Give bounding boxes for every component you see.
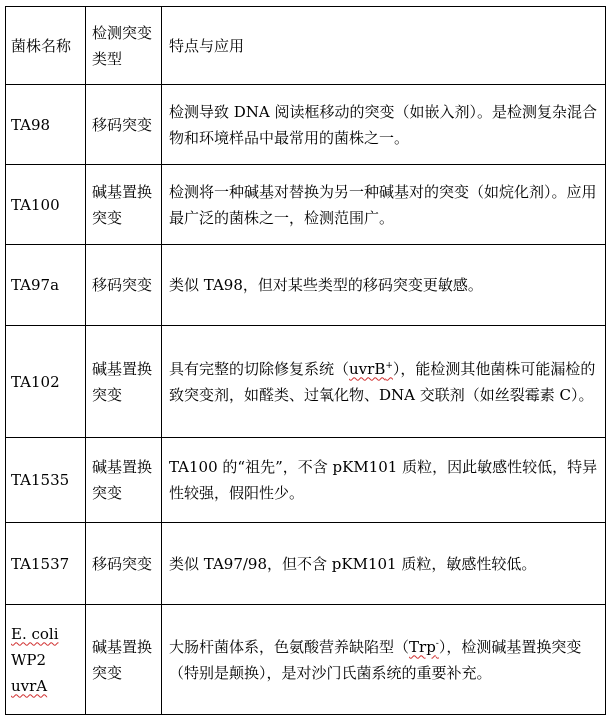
table-row [6, 165, 606, 245]
strain-description: 类似 TA98，但对某些类型的移码突变更敏感。 [162, 245, 606, 326]
gene-term: uvrB+ [349, 359, 393, 378]
table-row [6, 245, 606, 326]
strain-name: TA98 [6, 85, 86, 165]
table-row [6, 523, 606, 605]
mutation-type: 碱基置换突变 [86, 326, 162, 438]
strain-description: 检测导致 DNA 阅读框移动的突变（如嵌入剂）。是检测复杂混合物和环境样品中最常用的菌株之一。 [162, 85, 606, 165]
strain-name-line: E. coli [11, 624, 59, 643]
mutation-type: 移码突变 [86, 245, 162, 326]
mutation-type: 移码突变 [86, 523, 162, 605]
strain-name: TA100 [6, 165, 86, 245]
strain-name-line: WP2 [11, 650, 47, 669]
strain-description: TA100 的“祖先”，不含 pKM101 质粒，因此敏感性较低，特异性较强，假阳性少。 [162, 438, 606, 523]
header-features: 特点与应用 [162, 7, 606, 85]
table-row [6, 605, 606, 715]
strain-description: 检测将一种碱基对替换为另一种碱基对的突变（如烷化剂）。应用最广泛的菌株之一，检测范围广。 [162, 165, 606, 245]
mutation-type: 碱基置换突变 [86, 438, 162, 523]
strain-description: 具有完整的切除修复系统（uvrB+），能检测其他菌株可能漏检的致突变剂，如醛类、过氧化物、DNA 交联剂（如丝裂霉素 C）。 [162, 326, 606, 438]
strain-name: TA102 [6, 326, 86, 438]
table-row [6, 438, 606, 523]
table-header-row [6, 7, 606, 85]
strain-name: TA1535 [6, 438, 86, 523]
strain-name-line: uvrA [11, 676, 48, 695]
strain-table [5, 6, 606, 715]
strain-description: 大肠杆菌体系，色氨酸营养缺陷型（Trp-），检测碱基置换突变（特别是颠换），是对沙门氏菌系统的重要补充。 [162, 605, 606, 715]
strain-description: 类似 TA97/98，但不含 pKM101 质粒，敏感性较低。 [162, 523, 606, 605]
strain-name: TA1537 [6, 523, 86, 605]
gene-term: Trp- [409, 637, 439, 656]
table-row [6, 85, 606, 165]
header-strain-name: 菌株名称 [6, 7, 86, 85]
strain-name [6, 605, 86, 715]
mutation-type: 移码突变 [86, 85, 162, 165]
mutation-type: 碱基置换突变 [86, 605, 162, 715]
strain-name: TA97a [6, 245, 86, 326]
table-row [6, 326, 606, 438]
mutation-type: 碱基置换突变 [86, 165, 162, 245]
header-mutation-type: 检测突变类型 [86, 7, 162, 85]
